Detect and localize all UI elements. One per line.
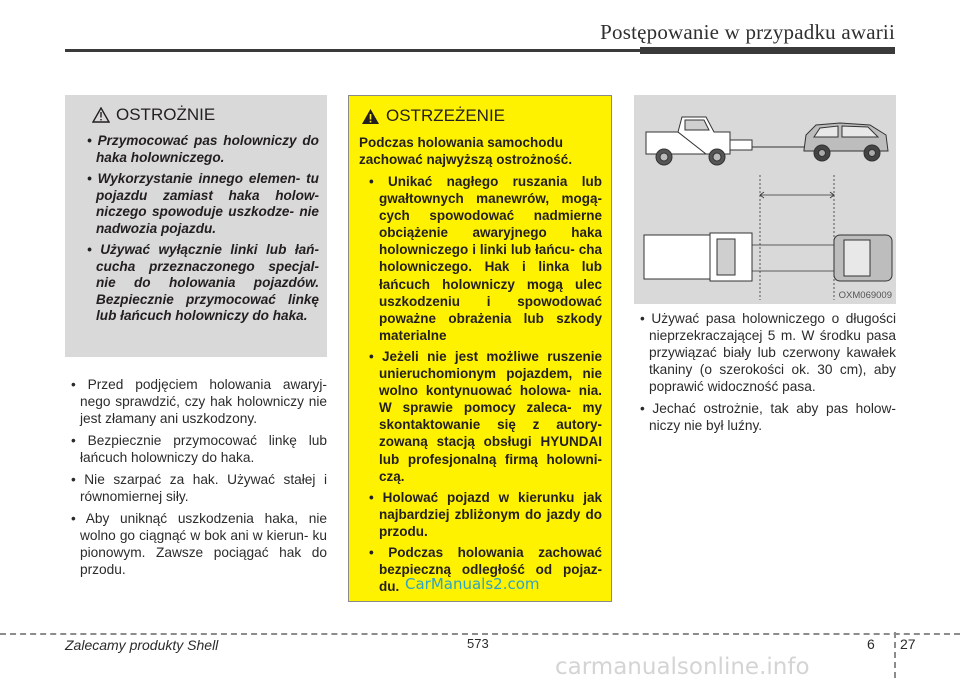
instruction-item: • Nie szarpać za hak. Używać stałej i równomiernej siły. (71, 472, 327, 504)
footer-section-page: 27 (900, 636, 916, 652)
suv-top-icon (834, 235, 892, 281)
caution-list (75, 133, 319, 325)
caution-item: • Wykorzystanie innego elemen- tu pojazdu zamiast haka holow- niczego spowoduje uszkodze- nie nadwozia pojazdu. (87, 171, 319, 236)
instruction-item: • Bezpiecznie przymocować linkę lub łańcuch holowniczy do haka. (71, 433, 327, 465)
figure-code: OXM069009 (838, 290, 892, 301)
tow-truck-diagram (634, 95, 896, 304)
warning-list (359, 173, 602, 595)
warning-item: • Holować pojazd w kierunku jak najbardziej zbliżonym do jazdy do przodu. (369, 489, 602, 539)
warning-item: • Podczas holowania zachować bezpieczną odległość od pojaz- du. (369, 544, 602, 595)
towing-illustration (634, 95, 896, 304)
footer-brand-text: Zalecamy produkty Shell (65, 637, 219, 653)
warning-triangle-icon (361, 108, 380, 125)
tow-truck-side-icon (646, 117, 752, 165)
caution-title: OSTROŻNIE (116, 105, 216, 124)
footer-section-number: 6 (867, 636, 875, 652)
warning-intro: Podczas holowania samochodu zachować najwyższą ostrożność. (359, 135, 573, 167)
tow-strap-instructions (634, 310, 896, 439)
footer-rule (0, 633, 960, 635)
caution-header (75, 105, 319, 125)
instruction-item: • Przed podjęciem holowania awaryj- nego sprawdzić, czy hak holowniczy nie jest złamany ani uszkodzony. (71, 377, 327, 426)
caution-item: • Przymocować pas holowniczy do haka holowniczego. (87, 133, 319, 165)
instruction-item: • Jechać ostrożnie, tak aby pas holow- niczy nie był luźny. (640, 401, 896, 433)
tow-truck-top-icon (644, 233, 752, 281)
footer-divider (894, 632, 896, 678)
instruction-item: • Aby uniknąć uszkodzenia haka, nie wolno go ciągnąć w bok ani w kierun- ku pionowym. Zawsze pociągać hak do przodu. (71, 511, 327, 577)
distance-guide (752, 175, 834, 300)
instruction-item: • Używać pasa holowniczego o długości nieprzekraczającej 5 m. W środku pasa przywiązać biały lub czerwony kawałek tkaniny (o szerokości ok. 30 cm), aby poprawić widoczność pasa. (640, 311, 896, 394)
page-header-title: Postępowanie w przypadku awarii (600, 20, 895, 44)
warning-item: • Jeżeli nie jest możliwe ruszenie unieruchomionym pojazdem, nie wolno kontynuować holowa- nia. W sprawie pomocy zaleca- my skontaktowanie się z autory- zowaną stacją obsługi HYUNDAI lub profesjonalną firmą holowni- czą. (369, 348, 602, 484)
warning-title: OSTRZEŻENIE (386, 106, 506, 125)
caution-triangle-icon (92, 107, 110, 123)
caution-item: • Używać wyłącznie linki lub łań- cucha przeznaczonego specjal- nie do holowania pojazdów. Bezpiecznie przymocować linkę lub łańcuch holowniczy do haka. (87, 242, 319, 323)
header-rule-accent (640, 47, 895, 54)
warning-item: • Unikać nagłego ruszania lub gwałtownych manewrów, mogą- cych spowodować nadmierne obciążenie awaryjnego haka holowniczego i linki lub łańcu- cha holowniczego. Hak i linka lub łańcuch holowniczy mogą ulec uszkodzeniu i spowodować poważne obrażenia lub szkody materialne (369, 174, 602, 343)
warning-box (348, 95, 612, 602)
site-watermark: carmanualsonline.info (555, 654, 810, 680)
towing-instructions-list (65, 376, 327, 583)
warning-header (359, 106, 602, 126)
watermark-text: CarManuals2.com (405, 575, 540, 593)
suv-side-icon (804, 123, 888, 161)
caution-box (65, 95, 327, 357)
footer-page-number: 573 (467, 636, 489, 651)
